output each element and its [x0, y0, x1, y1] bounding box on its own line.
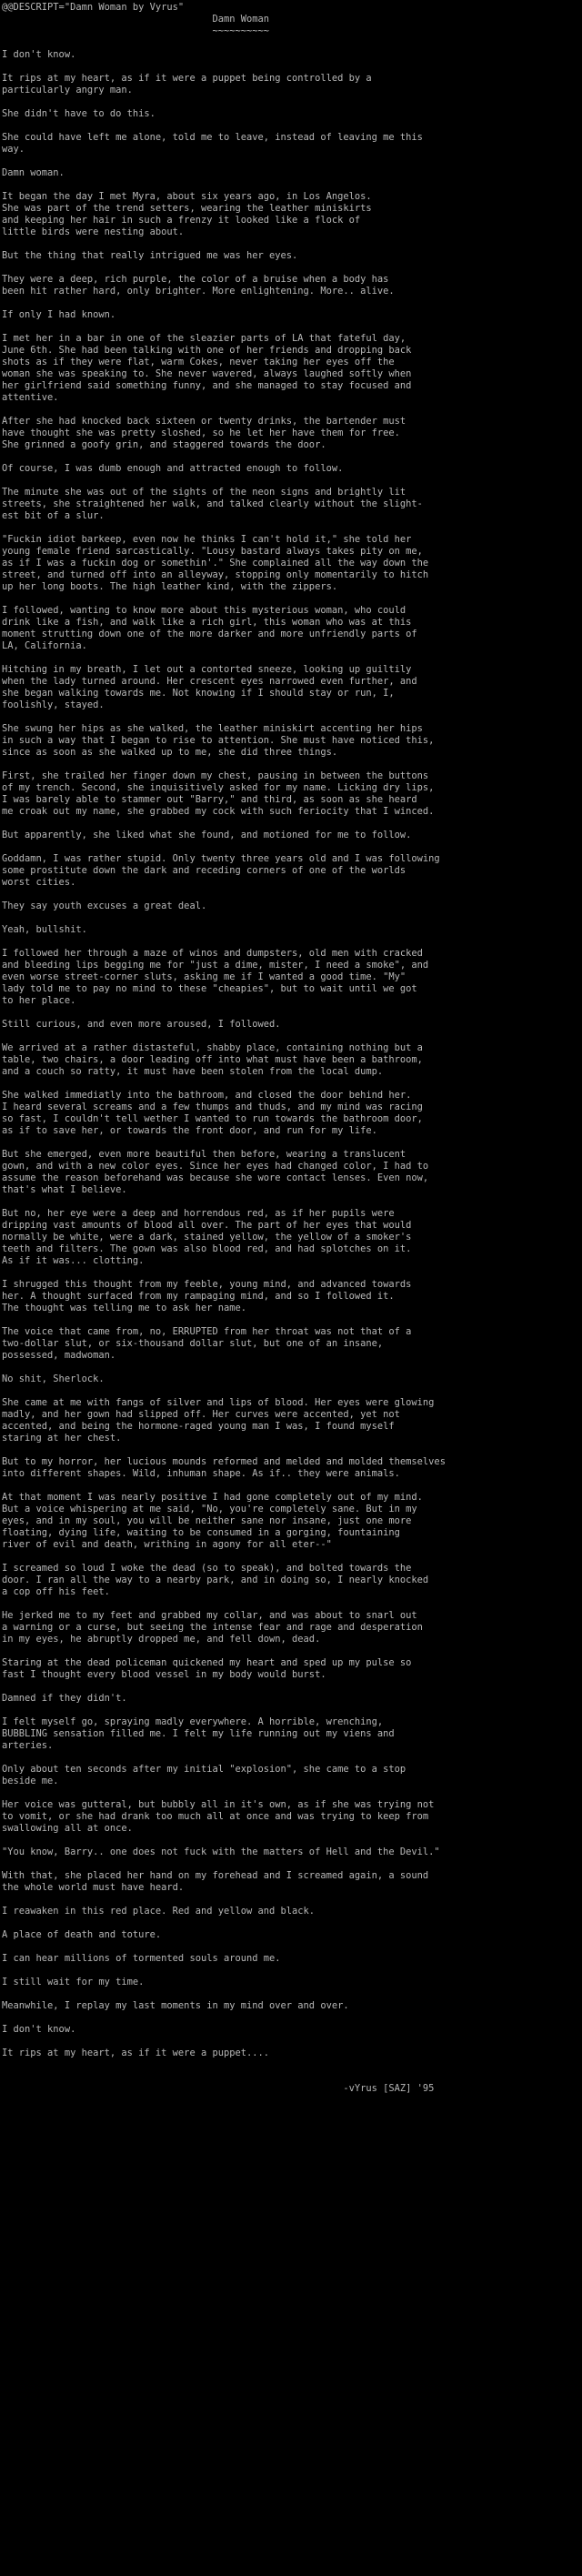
- blank-line: [2, 2071, 582, 2083]
- text-line: She could have left me alone, told me to leave, instead of leaving me this: [2, 132, 423, 143]
- blank-line: [2, 61, 582, 73]
- text-line: in my eyes, he abruptly dropped me, and fell down, dead.: [2, 1634, 321, 1645]
- blank-line: [2, 451, 582, 463]
- text-line: First, she trailed her finger down my chest, pausing in between the buttons: [2, 770, 429, 781]
- blank-line: [2, 912, 582, 924]
- blank-line: [2, 1480, 582, 1492]
- text-line: so fast, I couldn't tell wether I wanted to run towards the bathroom door,: [2, 1113, 423, 1124]
- text-line: est bit of a slur.: [2, 510, 105, 521]
- text-line: woman she was speaking to. She never wavered, always laughed softly when: [2, 368, 412, 379]
- text-line: drink like a fish, and walk like a rich girl, this woman who was at this: [2, 617, 412, 628]
- text-line: street, and turned off into an alleyway, stopping only momentarily to hitch: [2, 569, 429, 580]
- text-line: Damn woman.: [2, 167, 65, 178]
- blank-line: [2, 593, 582, 605]
- blank-line: [2, 1988, 582, 2000]
- text-line: ~~~~~~~~~~: [2, 25, 270, 36]
- blank-line: [2, 1645, 582, 1657]
- text-line: A place of death and toture.: [2, 1929, 162, 1940]
- text-line: BUBBLING sensation filled me. I felt my life running out my viens and: [2, 1728, 395, 1739]
- blank-line: [2, 759, 582, 770]
- blank-line: [2, 156, 582, 167]
- text-line: young female friend sarcastically. "Lousy bastard always takes pity on me,: [2, 546, 423, 557]
- text-line: two-dollar slut, or six-thousand dollar slut, but one of an insane,: [2, 1338, 384, 1349]
- text-line: But a voice whispering at me said, "No, you're completely sane. But in my: [2, 1504, 417, 1514]
- blank-line: [2, 889, 582, 901]
- text-line: No shit, Sherlock.: [2, 1374, 105, 1384]
- blank-line: [2, 262, 582, 274]
- text-line: "Fuckin idiot barkeep, even now he thinks I can't hold it," she told her: [2, 534, 412, 545]
- text-line: arteries.: [2, 1740, 54, 1751]
- text-line: have thought she was pretty sloshed, so he let her have them for free.: [2, 428, 400, 438]
- blank-line: [2, 475, 582, 487]
- text-line: shots as if they were flat, warm Cokes, never taking her eyes off the: [2, 357, 395, 367]
- blank-line: [2, 2012, 582, 2024]
- text-line: in such a way that I began to rise to attention. She must have noticed this,: [2, 735, 435, 746]
- text-line: river of evil and death, writhing in agony for all eter--": [2, 1539, 332, 1550]
- text-line: At that moment I was nearly positive I had gone completely out of my mind.: [2, 1492, 423, 1503]
- text-line: swallowing all at once.: [2, 1823, 133, 1834]
- text-line: Goddamn, I was rather stupid. Only twenty three years old and I was following: [2, 853, 440, 864]
- text-line: Her voice was gutteral, but bubbly all in it's own, as if she was trying not: [2, 1799, 435, 1810]
- text-line: her girlfriend said something funny, and she managed to stay focused and: [2, 380, 412, 391]
- text-line: teeth and filters. The gown was also blood red, and had splotches on it.: [2, 1243, 412, 1254]
- text-line: She walked immediatly into the bathroom, and closed the door behind her.: [2, 1090, 412, 1101]
- text-line: They say youth excuses a great deal.: [2, 901, 207, 911]
- blank-line: [2, 841, 582, 853]
- text-line: beside me.: [2, 1776, 59, 1786]
- text-line: streets, she straightened her walk, and talked clearly without the slight-: [2, 498, 423, 509]
- text-line: I heard several screams and a few thumps and thuds, and my mind was racing: [2, 1102, 423, 1112]
- blank-line: [2, 1444, 582, 1456]
- text-line: up her long boots. The high leather kind, with the zippers.: [2, 581, 338, 592]
- text-line: I still wait for my time.: [2, 1977, 145, 1987]
- blank-line: [2, 1267, 582, 1279]
- text-line: But no, her eye were a deep and horrendous red, as if her pupils were: [2, 1208, 395, 1219]
- text-line: a warning or a curse, but seeing the intense fear and rage and desperation: [2, 1622, 423, 1633]
- text-line: @@DESCRIPT="Damn Woman by Vyrus": [2, 2, 185, 13]
- blank-line: [2, 1858, 582, 1870]
- text-line: -vYrus [SAZ] '95: [2, 2083, 435, 2094]
- blank-line: [2, 652, 582, 664]
- text-line: of my trench. Second, she inquisitively asked for my name. Licking dry lips,: [2, 782, 435, 793]
- text-line: she began walking towards me. Not knowing if I should stay or run, I,: [2, 688, 395, 699]
- text-line: and bleeding lips begging me for "just a dime, mister, I need a smoke", and: [2, 960, 429, 971]
- blank-line: [2, 2059, 582, 2071]
- text-line: Hitching in my breath, I let out a contorted sneeze, looking up guiltily: [2, 664, 412, 675]
- text-line: accented, and being the hormone-raged young man I was, I found myself: [2, 1421, 395, 1432]
- text-line: After she had knocked back sixteen or twenty drinks, the bartender must: [2, 416, 406, 427]
- blank-line: [2, 1787, 582, 1799]
- text-line: I felt myself go, spraying madly everywhere. A horrible, wrenching,: [2, 1716, 384, 1727]
- blank-line: [2, 1078, 582, 1090]
- blank-line: [2, 936, 582, 948]
- text-line: a cop off his feet.: [2, 1586, 110, 1597]
- text-line: little birds were nesting about.: [2, 226, 185, 237]
- blank-line: [2, 1917, 582, 1929]
- text-line: The voice that came from, no, ERRUPTED from her throat was not that of a: [2, 1326, 412, 1337]
- text-line: way.: [2, 144, 25, 155]
- text-line: I screamed so loud I woke the dead (so to speak), and bolted towards the: [2, 1563, 412, 1574]
- text-line: some prostitute down the dark and receding corners of one of the worlds: [2, 865, 406, 876]
- blank-line: [2, 2036, 582, 2048]
- blank-line: [2, 1385, 582, 1397]
- text-line: I reawaken in this red place. Red and yellow and black.: [2, 1906, 316, 1917]
- text-line: as if to save her, or towards the front door, and run for my life.: [2, 1125, 377, 1136]
- text-line: Still curious, and even more aroused, I followed.: [2, 1019, 281, 1030]
- text-line: I don't know.: [2, 2024, 76, 2035]
- text-line: Staring at the dead policeman quickened my heart and sped up my pulse so: [2, 1657, 412, 1668]
- text-line: been hit rather hard, only brighter. More enlightening. More.. alive.: [2, 286, 395, 297]
- text-line: LA, California.: [2, 640, 87, 651]
- blank-line: [2, 1752, 582, 1764]
- text-line: The minute she was out of the sights of the neon signs and brightly lit: [2, 487, 406, 498]
- text-line: As if it was... clotting.: [2, 1255, 145, 1266]
- text-line: Damn Woman: [2, 14, 270, 25]
- text-line: They were a deep, rich purple, the color of a bruise when a body has: [2, 274, 389, 285]
- text-line: "You know, Barry.. one does not fuck with the matters of Hell and the Devil.": [2, 1846, 440, 1857]
- text-line: But the thing that really intrigued me was her eyes.: [2, 250, 298, 261]
- text-line: me croak out my name, she grabbed my cock with such feriocity that I winced.: [2, 806, 435, 817]
- blank-line: [2, 37, 582, 49]
- blank-line: [2, 1894, 582, 1906]
- text-line: the whole world must have heard.: [2, 1882, 185, 1893]
- text-line: that's what I believe.: [2, 1184, 127, 1195]
- blank-line: [2, 1681, 582, 1693]
- text-line: as if I was a fuckin dog or somethin'." She complained all the way down the: [2, 558, 429, 569]
- blank-line: [2, 818, 582, 830]
- blank-line: [2, 1965, 582, 1977]
- text-line: to vomit, or she had drank too much all at once and was trying to keep from: [2, 1811, 429, 1822]
- text-line: eyes, and in my soul, you will be neither sane nor insane, just one more: [2, 1515, 412, 1526]
- blank-line: [2, 1551, 582, 1563]
- text-line: It rips at my heart, as if it were a puppet....: [2, 2048, 270, 2058]
- blank-line: [2, 1362, 582, 1374]
- text-line: I met her in a bar in one of the sleazier parts of LA that fateful day,: [2, 333, 406, 344]
- text-line: I followed, wanting to know more about this mysterious woman, who could: [2, 605, 406, 616]
- blank-line: [2, 1598, 582, 1610]
- text-line: The thought was telling me to ask her name.: [2, 1303, 246, 1313]
- text-line: But to my horror, her lucious mounds reformed and melded and molded themselves: [2, 1456, 446, 1467]
- blank-line: [2, 404, 582, 416]
- text-line: worst cities.: [2, 877, 76, 888]
- text-line: attentive.: [2, 392, 59, 403]
- text-line: It rips at my heart, as if it were a puppet being controlled by a: [2, 73, 372, 84]
- text-line: floating, dying life, waiting to be consumed in a gorging, fountaining: [2, 1527, 400, 1538]
- text-line: She came at me with fangs of silver and lips of blood. Her eyes were glowing: [2, 1397, 435, 1408]
- text-line: since as soon as she walked up to me, she did three things.: [2, 747, 338, 758]
- text-line: lady told me to pay no mind to these "cheapies", but to wait until we got: [2, 983, 417, 994]
- blank-line: [2, 711, 582, 723]
- text-line: She grinned a goofy grin, and staggered towards the door.: [2, 439, 326, 450]
- text-line: foolishly, stayed.: [2, 699, 105, 710]
- blank-line: [2, 1007, 582, 1019]
- blank-line: [2, 1941, 582, 1953]
- text-line: even worse street-corner sluts, asking me if I wanted a good time. "My": [2, 971, 406, 982]
- text-line: We arrived at a rather distasteful, shabby place, containing nothing but a: [2, 1042, 423, 1053]
- text-line: particularly angry man.: [2, 85, 133, 96]
- text-line: assume the reason beforehand was because she wore contact lenses. Even now,: [2, 1172, 429, 1183]
- text-line: I shrugged this thought from my feeble, young mind, and advanced towards: [2, 1279, 412, 1290]
- text-line: table, two chairs, a door leading off into what must have been a bathroom,: [2, 1054, 423, 1065]
- blank-line: [2, 1705, 582, 1716]
- blank-line: [2, 120, 582, 132]
- text-line: I can hear millions of tormented souls around me.: [2, 1953, 281, 1964]
- blank-line: [2, 1031, 582, 1042]
- text-line: But she emerged, even more beautiful then before, wearing a translucent: [2, 1149, 406, 1160]
- text-line: With that, she placed her hand on my forehead and I screamed again, a sound: [2, 1870, 429, 1881]
- text-line: I was barely able to stammer out "Barry," and third, as soon as she heard: [2, 794, 417, 805]
- blank-line: [2, 238, 582, 250]
- text-line: She was part of the trend setters, wearing the leather miniskirts: [2, 203, 372, 214]
- text-line: when the lady turned around. Her crescent eyes narrowed even further, and: [2, 676, 417, 687]
- text-line: madly, and her gown had slipped off. Her curves were accented, yet not: [2, 1409, 400, 1420]
- text-line: I don't know.: [2, 49, 76, 60]
- text-line: It began the day I met Myra, about six years ago, in Los Angelos.: [2, 191, 372, 202]
- text-line: into different shapes. Wild, inhuman shape. As if.. they were animals.: [2, 1468, 400, 1479]
- text-line: She swung her hips as she walked, the leather miniskirt accenting her hips: [2, 723, 423, 734]
- text-line: Meanwhile, I replay my last moments in my mind over and over.: [2, 2000, 349, 2011]
- text-line: fast I thought every blood vessel in my body would burst.: [2, 1669, 326, 1680]
- blank-line: [2, 179, 582, 191]
- text-line: and keeping her hair in such a frenzy it looked like a flock of: [2, 215, 361, 226]
- text-line: her. A thought surfaced from my rampaging mind, and so I followed it.: [2, 1291, 395, 1302]
- text-line: to her place.: [2, 995, 76, 1006]
- text-line: He jerked me to my feet and grabbed my collar, and was about to snarl out: [2, 1610, 417, 1621]
- blank-line: [2, 96, 582, 108]
- blank-line: [2, 1137, 582, 1149]
- text-line: Damned if they didn't.: [2, 1693, 127, 1704]
- text-line: moment strutting down one of the more darker and more unfriendly parts of: [2, 629, 417, 639]
- text-line: gown, and with a new color eyes. Since her eyes had changed color, I had to: [2, 1161, 429, 1172]
- text-line: normally be white, were a dark, stained yellow, the yellow of a smoker's: [2, 1232, 412, 1243]
- text-line: staring at her chest.: [2, 1433, 122, 1444]
- text-line: But apparently, she liked what she found, and motioned for me to follow.: [2, 830, 412, 840]
- text-line: She didn't have to do this.: [2, 108, 156, 119]
- text-line: Yeah, bullshit.: [2, 924, 87, 935]
- text-line: dripping vast amounts of blood all over. The part of her eyes that would: [2, 1220, 412, 1231]
- text-line: Of course, I was dumb enough and attracted enough to follow.: [2, 463, 344, 474]
- blank-line: [2, 522, 582, 534]
- blank-line: [2, 1196, 582, 1208]
- text-line: I followed her through a maze of winos and dumpsters, old men with cracked: [2, 948, 423, 959]
- blank-line: [2, 1835, 582, 1846]
- blank-line: [2, 321, 582, 333]
- text-line: Only about ten seconds after my initial "explosion", she came to a stop: [2, 1764, 406, 1775]
- text-line: and a couch so ratty, it must have been stolen from the local dump.: [2, 1066, 384, 1077]
- text-line: door. I ran all the way to a nearby park, and in doing so, I nearly knocked: [2, 1575, 429, 1585]
- blank-line: [2, 297, 582, 309]
- text-line: June 6th. She had been talking with one of her friends and dropping back: [2, 345, 412, 356]
- text-line: possessed, madwoman.: [2, 1350, 116, 1361]
- blank-line: [2, 1314, 582, 1326]
- text-line: If only I had known.: [2, 309, 116, 320]
